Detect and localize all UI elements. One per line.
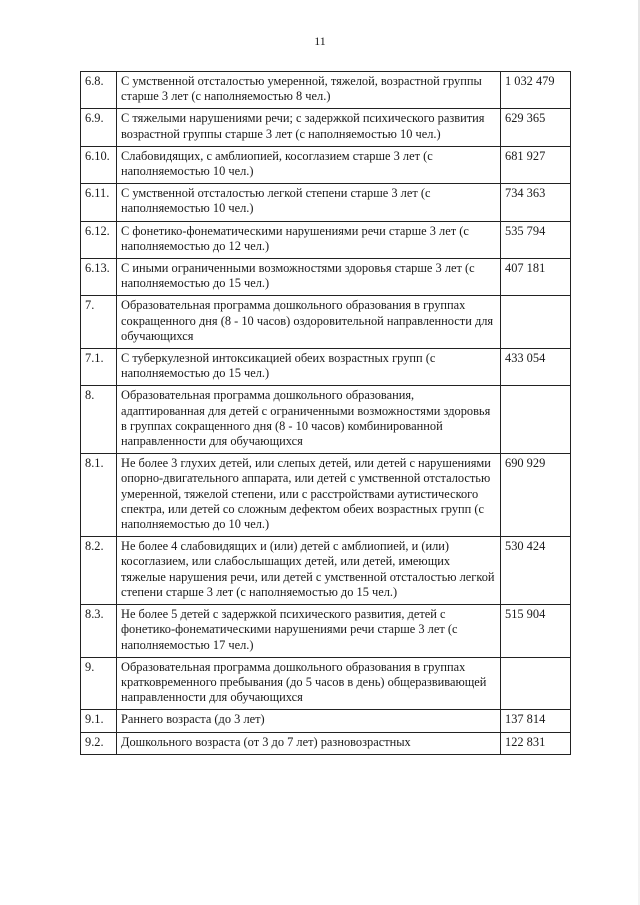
row-number: 6.9. <box>81 109 117 146</box>
row-description: С фонетико-фонематическими нарушениями речи старше 3 лет (с наполняемостью до 12 чел.) <box>117 221 501 258</box>
row-description: С туберкулезной интоксикацией обеих возрастных групп (с наполняемостью до 15 чел.) <box>117 349 501 386</box>
row-description: Слабовидящих, с амблиопией, косоглазием старше 3 лет (с наполняемостью 10 чел.) <box>117 146 501 183</box>
table-row <box>81 184 571 221</box>
row-value: 690 929 <box>501 454 571 537</box>
row-value: 629 365 <box>501 109 571 146</box>
table-row <box>81 454 571 537</box>
row-value: 681 927 <box>501 146 571 183</box>
row-number: 7. <box>81 296 117 349</box>
row-value: 535 794 <box>501 221 571 258</box>
row-description: Не более 5 детей с задержкой психического развития, детей с фонетико-фонематическими нарушениями речи старше 3 лет (с наполняемостью 17 чел.) <box>117 605 501 658</box>
table-row <box>81 386 571 454</box>
row-description: С иными ограниченными возможностями здоровья старше 3 лет (с наполняемостью до 15 чел.) <box>117 259 501 296</box>
row-value: 734 363 <box>501 184 571 221</box>
table-row <box>81 296 571 349</box>
table-row <box>81 537 571 605</box>
row-description: С умственной отсталостью легкой степени старше 3 лет (с наполняемостью 10 чел.) <box>117 184 501 221</box>
table-row <box>81 710 571 732</box>
page-number: 11 <box>314 34 326 48</box>
table-row <box>81 72 571 109</box>
row-value: 137 814 <box>501 710 571 732</box>
row-value: 407 181 <box>501 259 571 296</box>
row-number: 8.3. <box>81 605 117 658</box>
table-row <box>81 109 571 146</box>
row-number: 9.1. <box>81 710 117 732</box>
row-number: 8.1. <box>81 454 117 537</box>
row-description: Дошкольного возраста (от 3 до 7 лет) разновозрастных <box>117 732 501 754</box>
row-value: 1 032 479 <box>501 72 571 109</box>
row-value: 122 831 <box>501 732 571 754</box>
table-row <box>81 349 571 386</box>
row-value: 433 054 <box>501 349 571 386</box>
row-number: 6.11. <box>81 184 117 221</box>
row-number: 9.2. <box>81 732 117 754</box>
row-number: 7.1. <box>81 349 117 386</box>
table-row <box>81 732 571 754</box>
row-description: Не более 3 глухих детей, или слепых детей, или детей с нарушениями опорно-двигательного аппарата, или детей с умственной отсталостью умеренной, тяжелой степени, или с расстройствами аутистического спектра, или детей со сложным дефектом обеих возрастных групп (с наполняемостью до 10 чел.) <box>117 454 501 537</box>
row-value: 530 424 <box>501 537 571 605</box>
row-description: Образовательная программа дошкольного образования в группах кратковременного пребывания (до 5 часов в день) общеразвивающей направленности для обучающихся <box>117 657 501 710</box>
table-row <box>81 657 571 710</box>
row-description: Образовательная программа дошкольного образования, адаптированная для детей с ограниченными возможностями здоровья в группах сокращенного дня (8 - 10 часов) комбинированной направленности для обучающихся <box>117 386 501 454</box>
row-number: 8. <box>81 386 117 454</box>
tariff-table <box>80 71 571 755</box>
row-number: 9. <box>81 657 117 710</box>
row-value <box>501 386 571 454</box>
table-row <box>81 259 571 296</box>
row-number: 6.10. <box>81 146 117 183</box>
row-value <box>501 296 571 349</box>
row-value <box>501 657 571 710</box>
row-number: 8.2. <box>81 537 117 605</box>
row-number: 6.8. <box>81 72 117 109</box>
row-number: 6.12. <box>81 221 117 258</box>
row-description: Раннего возраста (до 3 лет) <box>117 710 501 732</box>
row-number: 6.13. <box>81 259 117 296</box>
row-description: С умственной отсталостью умеренной, тяжелой, возрастной группы старше 3 лет (с наполняемостью 8 чел.) <box>117 72 501 109</box>
row-value: 515 904 <box>501 605 571 658</box>
row-description: Образовательная программа дошкольного образования в группах сокращенного дня (8 - 10 часов) оздоровительной направленности для обучающихся <box>117 296 501 349</box>
table-row <box>81 605 571 658</box>
table-row <box>81 221 571 258</box>
row-description: С тяжелыми нарушениями речи; с задержкой психического развития возрастной группы старше 3 лет (с наполняемостью 10 чел.) <box>117 109 501 146</box>
row-description: Не более 4 слабовидящих и (или) детей с амблиопией, и (или) косоглазием, или слабослышащих детей, или детей, имеющих тяжелые нарушения речи, или детей с умственной отсталостью легкой степени старше 3 лет (с наполняемостью до 15 чел.) <box>117 537 501 605</box>
table-row <box>81 146 571 183</box>
